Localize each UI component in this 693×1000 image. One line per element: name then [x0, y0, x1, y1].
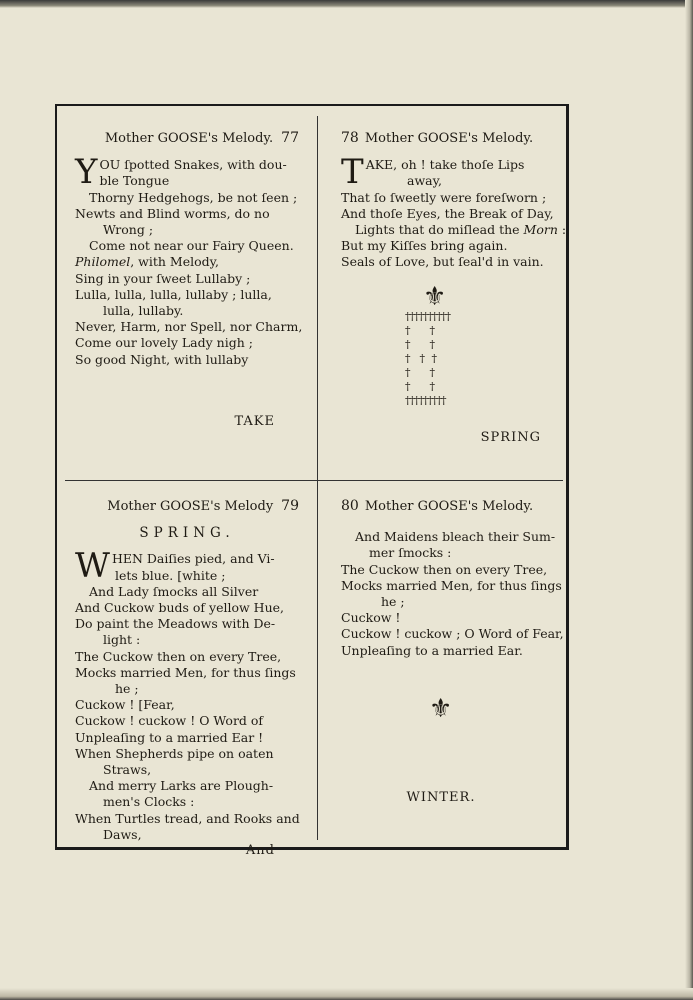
drop-cap: T — [341, 152, 364, 193]
verse-line: And Maidens bleach their Sum- — [355, 529, 556, 545]
verse-line: lulla, lullaby. — [103, 303, 184, 319]
running-title: Mother GOOSE's Melody — [107, 499, 274, 514]
running-head — [75, 130, 299, 147]
running-title: Mother GOOSE's Melody. — [364, 499, 534, 514]
cross-ornament — [405, 310, 450, 408]
verse-line: When Turtles tread, and Rooks and — [75, 810, 300, 826]
catchword: And — [245, 843, 275, 859]
verse-line: Never, Harm, nor Spell, nor Charm, — [75, 319, 303, 335]
verse-line: Newts and Blind worms, do no — [75, 205, 270, 221]
verse-line: So good Night, with lullaby — [75, 351, 249, 367]
horizontal-divider — [65, 480, 563, 481]
verse-line: Do paint the Meadows with De- — [75, 616, 276, 632]
verse-line: HEN Daiſies pied, and Vi- — [111, 551, 275, 567]
catchword: TAKE — [234, 414, 275, 429]
drop-cap: W — [75, 546, 110, 587]
running-head — [341, 130, 555, 147]
running-title: Mother GOOSE's Melody. — [104, 131, 274, 146]
cross-row: †††††††††† — [405, 310, 450, 323]
verse-line: AKE, oh ! take thoſe Lips — [365, 157, 525, 173]
verse-line: he ; — [381, 594, 405, 610]
page-frame — [55, 104, 569, 859]
page-number: 78 — [341, 130, 359, 146]
verse-line: Straws, — [103, 762, 152, 778]
verse-line: Cuckow ! cuckow ; O Word of Fear, — [341, 626, 564, 642]
drop-cap: Y — [75, 152, 98, 193]
verse-line: Wrong ; — [103, 222, 154, 238]
verse-line: And thoſe Eyes, the Break of Day, — [341, 205, 554, 221]
page-number: 80 — [341, 498, 359, 514]
book-edge-right — [685, 0, 693, 1000]
running-head — [341, 498, 555, 515]
verse-line: Unpleaſing to a married Ear ! — [75, 729, 264, 745]
verse-line: light : — [103, 632, 141, 648]
verse-line: away, — [407, 173, 442, 189]
verse-line: But my Kiſſes bring again. — [341, 238, 508, 254]
verse-line: ble Tongue — [99, 173, 170, 189]
page-79 — [75, 498, 299, 859]
fleuron-ornament: ⚜ — [423, 282, 447, 312]
cross-row: † † † — [405, 352, 436, 365]
verse-line: Seals of Love, but ſeal'd in vain. — [341, 254, 544, 270]
verse-line: And Lady ſmocks all Silver — [89, 583, 259, 599]
cross-row: ††††††††† — [405, 394, 446, 407]
verse-line: Philomel, with Melody, — [75, 254, 220, 270]
page-number: 79 — [281, 498, 299, 514]
verse-line: Daws, — [103, 826, 142, 842]
cross-row: † † — [405, 338, 434, 351]
verse-line: Cuckow ! — [341, 610, 401, 626]
verse-line: Lights that do miſlead the Morn : — [355, 222, 567, 238]
verse-line: Sing in your ſweet Lullaby ; — [75, 270, 251, 286]
cross-row: † † — [405, 380, 434, 393]
verse-line: Mocks married Men, for thus ſings — [341, 577, 562, 593]
running-title: Mother GOOSE's Melody. — [364, 131, 534, 146]
cross-row: † † — [405, 324, 434, 337]
verse-line: lets blue. [white ; — [115, 567, 226, 583]
verse-line: Cuckow ! [Fear, — [75, 697, 175, 713]
verse-line: Unpleaſing to a married Ear. — [341, 642, 523, 658]
running-head — [75, 498, 299, 515]
verse-line: The Cuckow then on every Tree, — [75, 648, 282, 664]
verse-line: Come not near our Fairy Queen. — [89, 238, 294, 254]
verse-line: The Cuckow then on every Tree, — [341, 561, 548, 577]
book-edge-bottom — [0, 988, 693, 1000]
page-78 — [341, 130, 567, 445]
fleuron-ornament: ⚜ — [429, 694, 453, 724]
verse-line: Mocks married Men, for thus ſings — [75, 664, 296, 680]
catchword: WINTER. — [406, 790, 476, 805]
catchword: SPRING — [480, 430, 541, 445]
verse-line: Come our lovely Lady nigh ; — [75, 335, 253, 351]
verse-line: he ; — [115, 681, 139, 697]
book-edge-top — [0, 0, 693, 8]
verse-line: OU ſpotted Snakes, with dou- — [99, 157, 287, 173]
verse-line: mer ſmocks : — [369, 545, 452, 561]
verse-line: That ſo ſweetly were foreſworn ; — [341, 189, 547, 205]
cross-row: † † — [405, 366, 434, 379]
verse-line: And Cuckow buds of yellow Hue, — [75, 600, 284, 616]
verse-line: Cuckow ! cuckow ! O Word of — [75, 713, 264, 729]
verse-line: When Shepherds pipe on oaten — [75, 745, 274, 761]
verse-line: men's Clocks : — [103, 794, 195, 810]
page-77 — [75, 130, 303, 429]
vertical-divider — [317, 116, 318, 840]
page-number: 77 — [281, 130, 299, 146]
page-80 — [341, 498, 564, 805]
verse-line: Lulla, lulla, lulla, lullaby ; lulla, — [75, 286, 272, 302]
section-title: SPRING. — [139, 525, 235, 542]
verse-line: And merry Larks are Plough- — [89, 778, 274, 794]
verse-line: Thorny Hedgehogs, be not ſeen ; — [89, 189, 298, 205]
